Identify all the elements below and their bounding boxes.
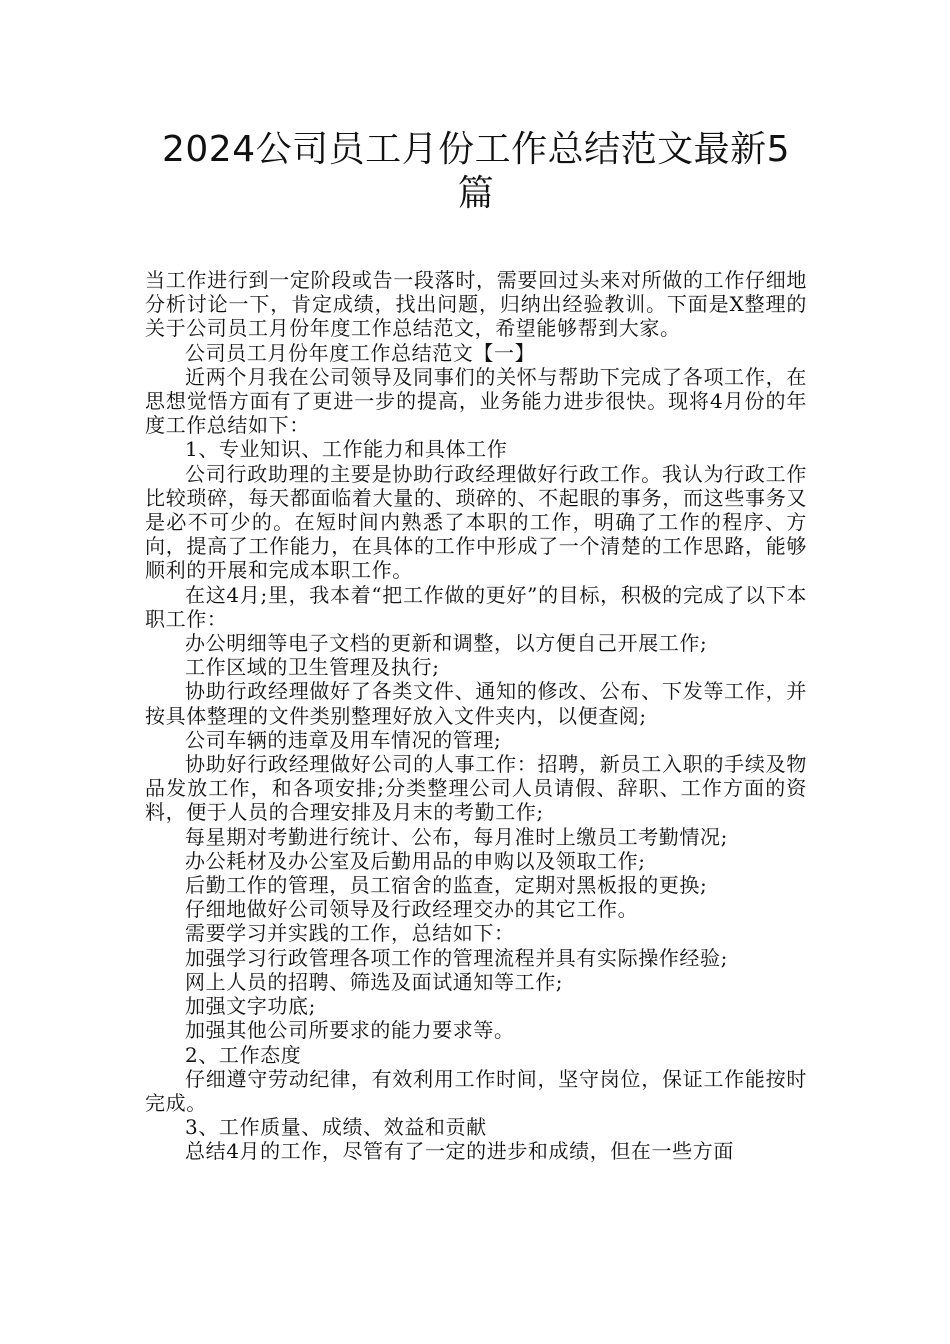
document-title: 2024公司员工月份工作总结范文最新5篇 — [161, 129, 791, 214]
paragraph: 公司员工月份年度工作总结范文【一】 — [185, 340, 536, 365]
paragraph: 1、专业知识、工作能力和具体工作 — [185, 437, 508, 462]
paragraph: 办公耗材及办公室及后勤用品的申购以及领取工作; — [185, 848, 646, 873]
paragraph: 需要学习并实践的工作，总结如下： — [185, 921, 515, 946]
paragraph: 协助行政经理做好了各类文件、通知的修改、公布、下发等工作，并按具体整理的文件类别整理好放入文件夹内，以便查阅; — [145, 679, 807, 728]
document-body — [145, 268, 807, 1164]
paragraph: 后勤工作的管理，员工宿舍的监查，定期对黑板报的更换; — [185, 873, 708, 898]
paragraph: 仔细遵守劳动纪律，有效利用工作时间，坚守岗位，保证工作能按时完成。 — [145, 1066, 807, 1115]
paragraph: 公司车辆的违章及用车情况的管理; — [185, 727, 502, 752]
paragraph: 每星期对考勤进行统计、公布，每月准时上缴员工考勤情况; — [185, 824, 728, 849]
paragraph: 工作区域的卫生管理及执行; — [185, 655, 440, 680]
paragraph: 总结4月的工作，尽管有了一定的进步和成绩，但在一些方面 — [185, 1139, 734, 1164]
paragraph: 加强其他公司所要求的能力要求等。 — [185, 1018, 515, 1043]
paragraph: 近两个月我在公司领导及同事们的关怀与帮助下完成了各项工作，在思想觉悟方面有了更进一步的提高，业务能力进步很快。现将4月份的年度工作总结如下： — [145, 364, 807, 438]
paragraph: 办公明细等电子文档的更新和调整，以方便自己开展工作; — [185, 631, 708, 656]
paragraph: 3、工作质量、成绩、效益和贡献 — [185, 1115, 487, 1140]
paragraph: 加强文字功底; — [185, 994, 316, 1019]
document-page — [145, 0, 807, 1164]
paragraph: 网上人员的招聘、筛选及面试通知等工作; — [185, 969, 564, 994]
paragraph: 2、工作态度 — [185, 1042, 302, 1067]
paragraph: 在这4月;里，我本着“把工作做的更好”的目标，积极的完成了以下本职工作： — [145, 582, 807, 631]
paragraph: 仔细地做好公司领导及行政经理交办的其它工作。 — [185, 897, 639, 922]
paragraph: 加强学习行政管理各项工作的管理流程并具有实际操作经验; — [185, 945, 728, 970]
paragraph: 当工作进行到一定阶段或告一段落时，需要回过头来对所做的工作仔细地分析讨论一下，肯定成绩，找出问题，归纳出经验教训。下面是X整理的关于公司员工月份年度工作总结范文，希望能够帮到大家。 — [145, 268, 807, 341]
paragraph: 协助好行政经理做好公司的人事工作：招聘，新员工入职的手续及物品发放工作，和各项安排;分类整理公司人员请假、辞职、工作方面的资料，便于人员的合理安排及月末的考勤工作; — [145, 752, 807, 825]
paragraph: 公司行政助理的主要是协助行政经理做好行政工作。我认为行政工作比较琐碎，每天都面临着大量的、琐碎的、不起眼的事务，而这些事务又是必不可少的。在短时间内熟悉了本职的工作，明确了工作的程序、方向，提高了工作能力，在具体的工作中形成了一个清楚的工作思路，能够顺利的开展和完成本职工作。 — [145, 461, 807, 583]
